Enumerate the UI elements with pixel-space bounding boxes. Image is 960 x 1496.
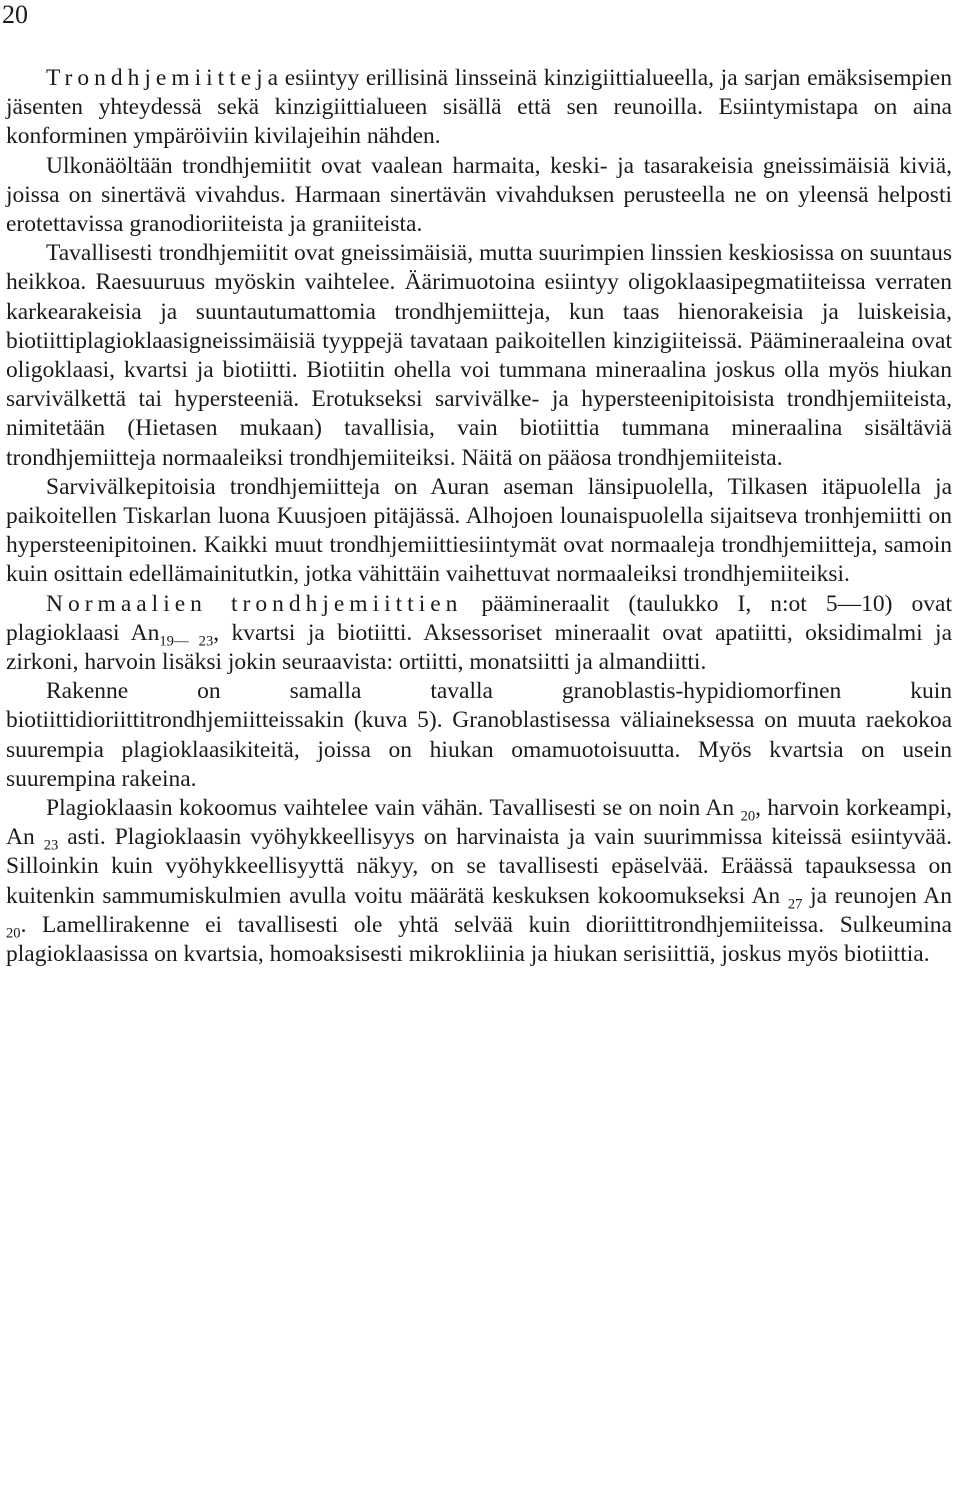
emphasized-term-tail: a	[267, 65, 279, 91]
body-text	[6, 64, 952, 969]
paragraph-text: ja reunojen An	[802, 882, 952, 909]
paragraph-2: Ulkonäöltään trondhjemiitit ovat vaalean harmaita, keski- ja tasarakeisia gneissimäisiä kiviä, joissa on sinertävä vivahdus. Harmaan sinertävän vivahduksen perusteella ne on yleensä helposti erotettavissa granodioriiteista ja graniiteista.	[6, 152, 952, 238]
emphasized-term: Trondhjemiittej	[46, 65, 268, 91]
paragraph-7	[6, 794, 952, 969]
paragraph-text: . Lamellirakenne ei tavallisesti ole yhtä selvää kuin dioriittitrondhjemiiteissa. Sulkeumina plagioklaasissa on kvartsia, homoaksisesti mikrokliinia ja hiukan serisiittiä, joskus myös biotiittia.	[6, 911, 952, 968]
paragraph-4: Sarvivälkepitoisia trondhjemiitteja on Auran aseman länsipuolella, Tilkasen itäpuolella ja paikoitellen Tiskarlan luona Kuusjoen pitäjässä. Alhojoen lounaispuolella sijaitseva tronhjemiitti on hypersteenipitoinen. Kaikki muut trondhjemiittiesiintymät ovat normaaleja trondhjemiitteja, samoin kuin osittain edellämainitutkin, jotka vähittäin vaihettuvat normaaleiksi trondhjemiiteiksi.	[6, 473, 952, 588]
subscript: 20	[740, 808, 756, 825]
paragraph-text: , harvoin korkeampi, An	[6, 795, 952, 851]
paragraph-1	[6, 64, 952, 152]
emphasized-term: Normaalien trondhjemiittien	[46, 590, 463, 617]
paragraph-text: päämineraalit (taulukko I, n:ot 5—10) ovat plagioklaasi An	[6, 590, 952, 646]
subscript: 19— 23	[159, 633, 214, 650]
paragraph-text: asti. Plagioklaasin vyöhykkeellisyys on harvinaista ja vain suurimmissa kiteissä esiintyvää. Silloinkin kuin vyöhykkeellisyyttä näkyy, on se tavallisesti epäselvää. Eräässä tapauksessa on kuitenkin sammumiskulmien avulla voitu määrätä keskuksen kokoomukseksi An	[6, 824, 952, 909]
page-number: 20	[2, 0, 28, 29]
paragraph-3: Tavallisesti trondhjemiitit ovat gneissimäisiä, mutta suurimpien linssien keskiosissa on suuntaus heikkoa. Raesuuruus myöskin vaihtelee. Äärimuotoina esiintyy oligoklaasipegmatiiteissa verraten karkearakeisia ja suuntautumattomia trondhjemiitteja, kun taas hienorakeisia ja luiskeisia, biotiittiplagioklaasigneissimäisiä tyyppejä tavataan paikoitellen kinzigiiteissä. Päämineraaleina ovat oligoklaasi, kvartsi ja biotiitti. Biotiitin ohella voi tummana mineraalina joskus olla myös hiukan sarvivälkettä tai hypersteeniä. Erotukseksi sarvivälke- ja hypersteenipitoisista trondhjemiiteista, nimitetään (Hietasen mukaan) tavallisia, vain biotiittia tummana mineraalina sisältäviä trondhjemiitteja normaaleiksi trondhjemiiteiksi. Näitä on pääosa trondhjemiiteista.	[6, 240, 952, 471]
paragraph-text: Plagioklaasin kokoomus vaihtelee vain vähän. Tavallisesti se on noin An	[46, 795, 741, 822]
paragraph-text: esiintyy erillisinä linsseinä kinzigiittialueella, ja sarjan emäksisempien jäsenten yhteydessä sekä kinzigiittialueen sisällä että sen reunoilla. Esiintymistapa on aina konforminen ympäröiviin kivilajeihin nähden.	[6, 65, 952, 150]
subscript: 20	[6, 925, 21, 942]
subscript: 27	[787, 896, 803, 913]
paragraph-text: , kvartsi ja biotiitti. Aksessoriset mineraalit ovat apatiitti, oksidimalmi ja zirkoni, harvoin lisäksi jokin seuraavista: ortiitti, monatsiitti ja almandiitti.	[6, 619, 953, 676]
subscript: 23	[43, 837, 59, 854]
paragraph-5	[6, 590, 952, 678]
paragraph-6: Rakenne on samalla tavalla granoblastis-hypidiomorfinen kuin biotiittidioriittitrondhjemiitteissakin (kuva 5). Granoblastisessa väliaineksessa on muuta raekokoa suurempia plagioklaasikiteitä, joissa on hiukan omamuotoisuutta. Myös kvartsia on usein suurempina rakeina.	[6, 678, 952, 792]
